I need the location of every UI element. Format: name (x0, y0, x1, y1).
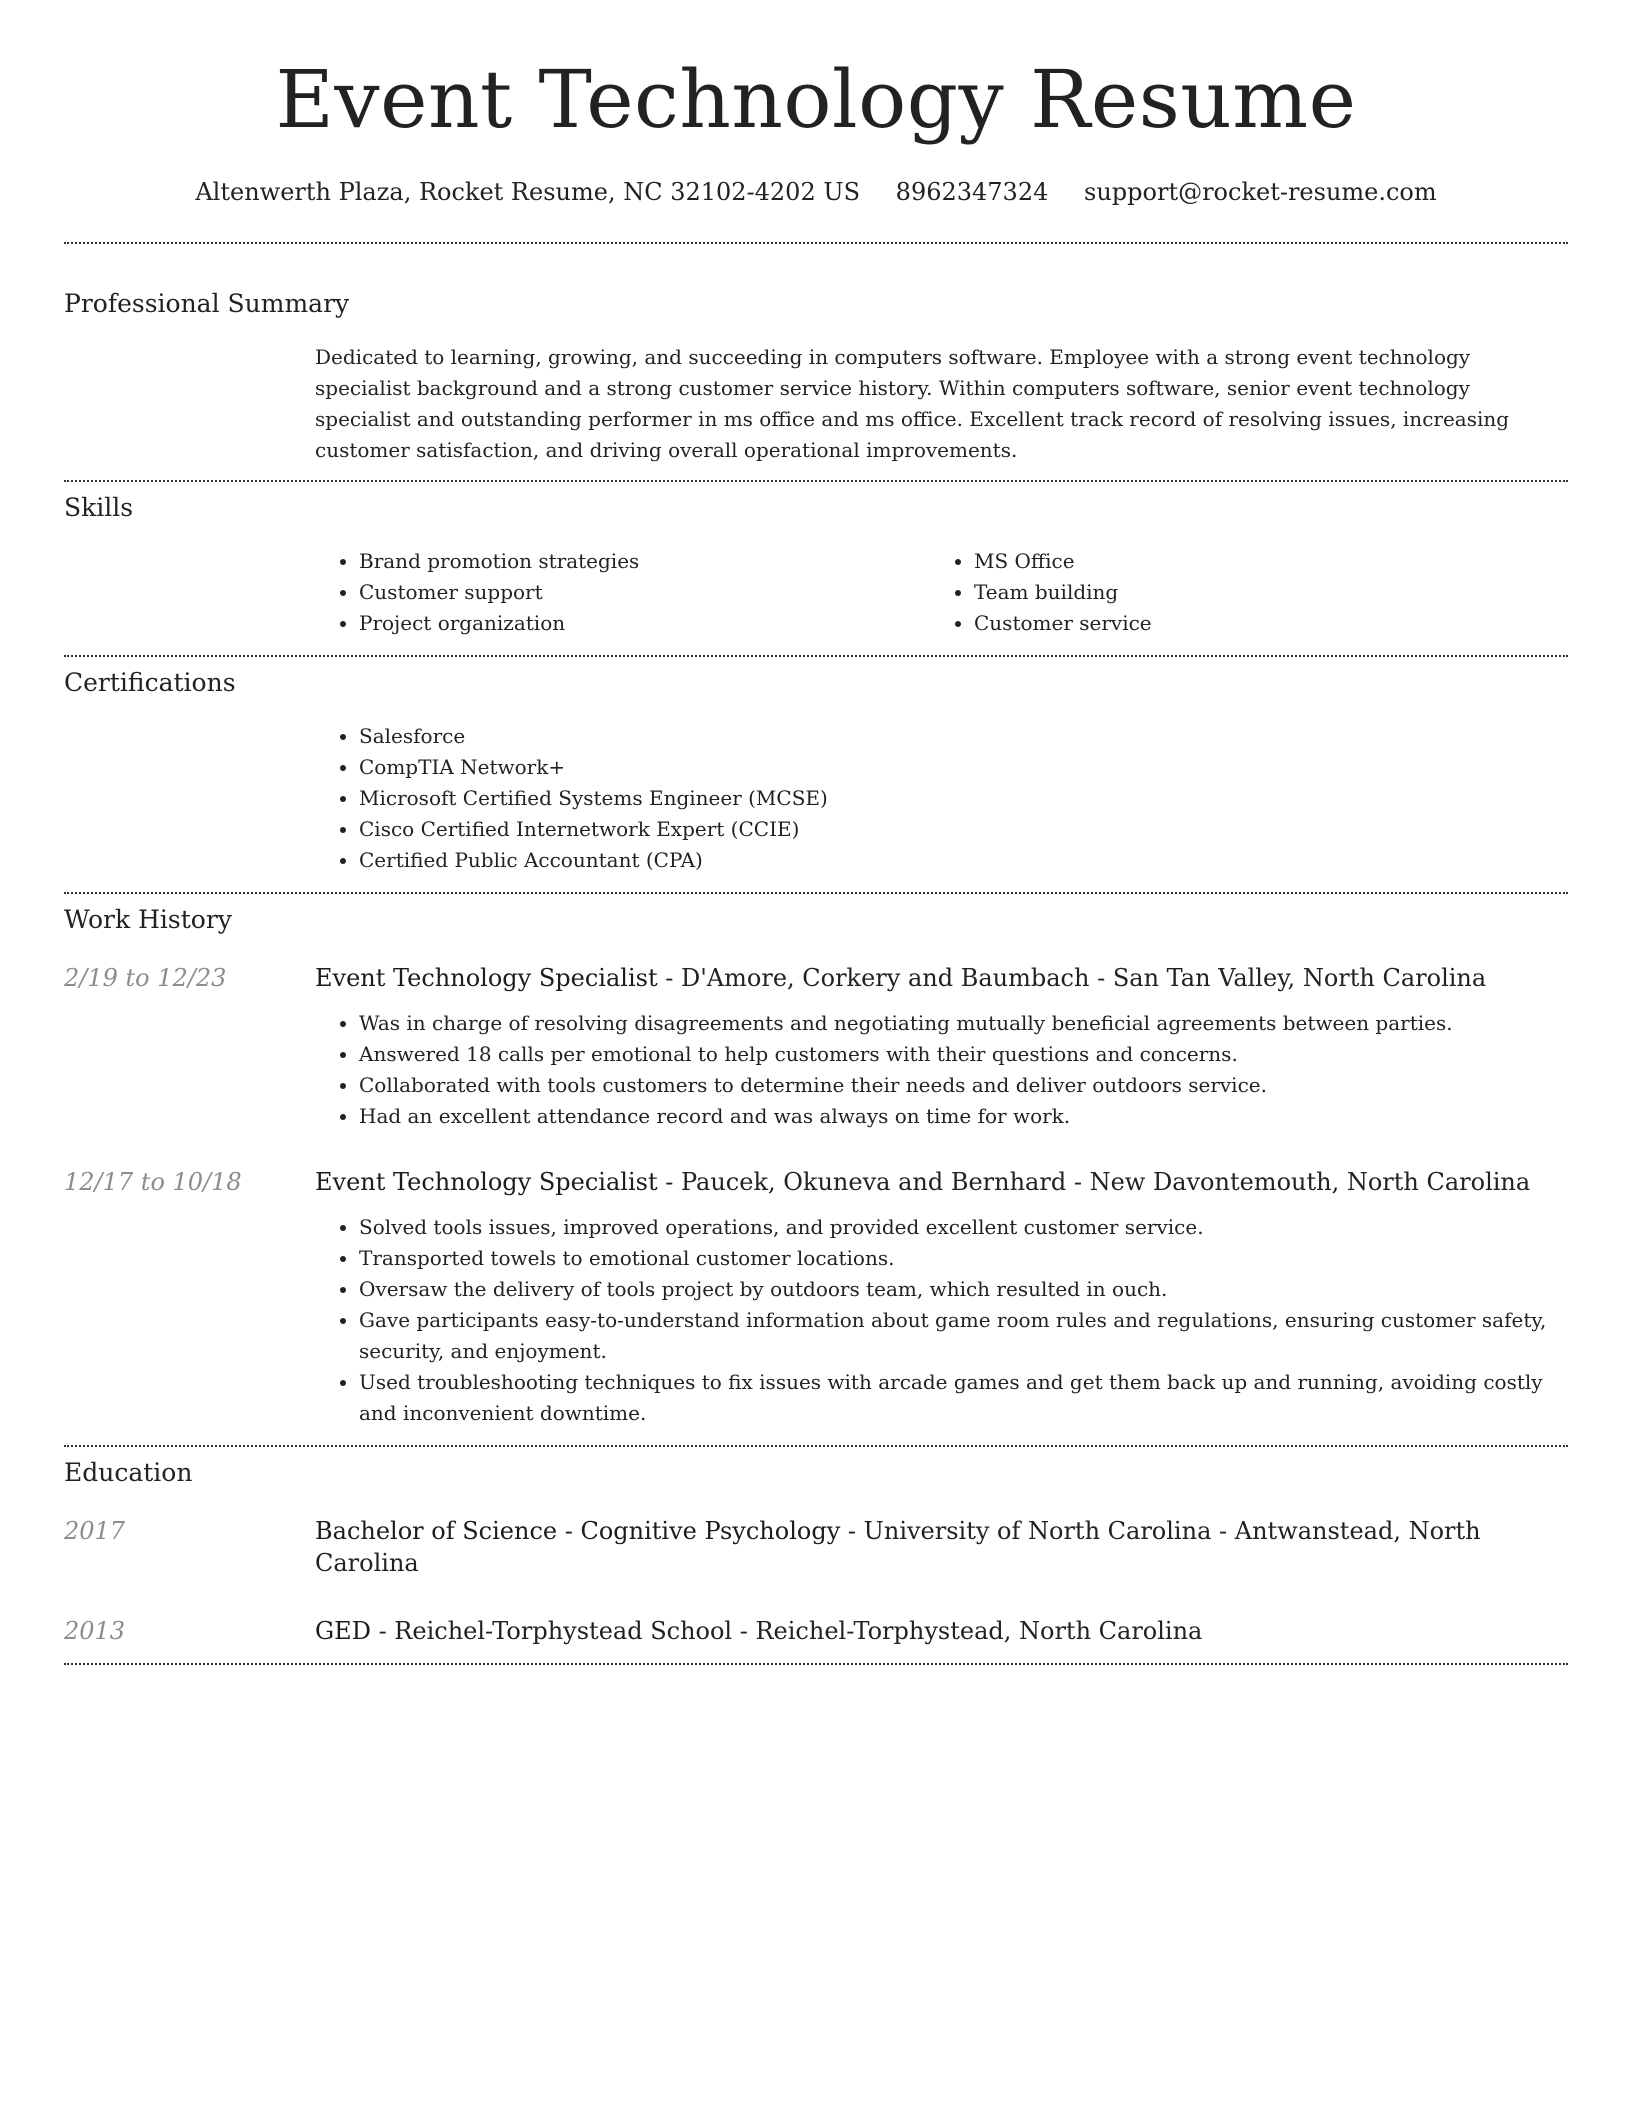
certifications-content (315, 721, 1568, 876)
job-header (64, 1166, 1568, 1198)
skills-column-right (930, 546, 1545, 639)
list-item: • Customer support (359, 577, 930, 608)
certifications-list (315, 721, 1568, 876)
list-item: • Project organization (359, 608, 930, 639)
summary-text: Dedicated to learning, growing, and succeeding in computers software. Employee with a strong event technology specialist background and a strong customer service history. Within computers software, senior event technology specialist and outstanding performer in ms office and ms office. Excellent track record of resolving issues, increasing customer satisfaction, and driving overall operational improvements. (315, 345, 1510, 462)
job-dates: 2/19 to 12/23 (64, 964, 227, 992)
job-role-line (315, 962, 1486, 994)
education-entry (64, 1515, 1568, 1579)
list-item: • Used troubleshooting techniques to fix issues with arcade games and get them back up and running, avoiding costly and inconvenient downtime. (359, 1367, 1568, 1429)
summary-content (315, 342, 1568, 466)
list-item: • Collaborated with tools customers to determine their needs and deliver outdoors service. (359, 1070, 1568, 1101)
email[interactable]: support@rocket-resume.com (1084, 178, 1437, 206)
list-item: • Microsoft Certified Systems Engineer (MCSE) (359, 783, 1568, 814)
education-year: 2013 (64, 1617, 126, 1645)
education-details: - University of North Carolina - Antwanstead, North Carolina (315, 1517, 1481, 1577)
list-item: • Certified Public Accountant (CPA) (359, 845, 1568, 876)
skills-list-right (930, 546, 1545, 639)
education-degree: Bachelor of Science - Cognitive Psychology (315, 1517, 841, 1545)
job-title: Event Technology Specialist (315, 964, 658, 992)
job-entry (64, 962, 1568, 1132)
education-line (315, 1615, 1202, 1647)
list-item: • Solved tools issues, improved operations, and provided excellent customer service. (359, 1212, 1568, 1243)
education-heading: Education (64, 1458, 193, 1487)
phone: 8962347324 (895, 178, 1049, 206)
list-item: • Transported towels to emotional customer locations. (359, 1243, 1568, 1274)
certifications-heading: Certifications (64, 668, 236, 697)
job-bullet-list (315, 1212, 1568, 1429)
list-item: • MS Office (974, 546, 1545, 577)
education-entry (64, 1615, 1568, 1647)
skills-section (64, 482, 1568, 655)
education-section (64, 1447, 1568, 1663)
education-degree: GED (315, 1617, 371, 1645)
certifications-section (64, 657, 1568, 892)
skills-column-left (315, 546, 930, 639)
job-entry (64, 1166, 1568, 1429)
skills-list-left (315, 546, 930, 639)
list-item: • Answered 18 calls per emotional to help customers with their questions and concerns. (359, 1039, 1568, 1070)
job-bullets (315, 1008, 1568, 1132)
job-bullet-list (315, 1008, 1568, 1132)
skills-heading: Skills (64, 493, 134, 522)
list-item: • Had an excellent attendance record and was always on time for work. (359, 1101, 1568, 1132)
job-details: - Paucek, Okuneva and Bernhard - New Davontemouth, North Carolina (657, 1168, 1531, 1196)
resume-page (64, 0, 1568, 1665)
list-item: • Brand promotion strategies (359, 546, 930, 577)
job-title: Event Technology Specialist (315, 1168, 658, 1196)
list-item: • Cisco Certified Internetwork Expert (CCIE) (359, 814, 1568, 845)
list-item: • Customer service (974, 608, 1545, 639)
list-item: • CompTIA Network+ (359, 752, 1568, 783)
list-item: • Gave participants easy-to-understand information about game room rules and regulations, ensuring customer safety, security, and enjoyment. (359, 1305, 1568, 1367)
job-header (64, 962, 1568, 994)
summary-section (64, 244, 1568, 480)
education-details: - Reichel-Torphystead School - Reichel-Torphystead, North Carolina (370, 1617, 1203, 1645)
resume-title: Event Technology Resume (275, 53, 1357, 146)
divider (64, 1663, 1568, 1665)
address: Altenwerth Plaza, Rocket Resume, NC 32102-4202 US (195, 178, 861, 206)
contact-line (64, 176, 1568, 208)
work-section (64, 894, 1568, 1445)
list-item: • Was in charge of resolving disagreements and negotiating mutually beneficial agreements between parties. (359, 1008, 1568, 1039)
job-details: - D'Amore, Corkery and Baumbach - San Tan Valley, North Carolina (657, 964, 1487, 992)
education-line (315, 1515, 1568, 1579)
work-heading: Work History (64, 905, 232, 934)
job-dates: 12/17 to 10/18 (64, 1168, 242, 1196)
skills-grid (315, 546, 1568, 639)
list-item: • Team building (974, 577, 1545, 608)
education-year: 2017 (64, 1517, 126, 1545)
job-bullets (315, 1212, 1568, 1429)
list-item: • Salesforce (359, 721, 1568, 752)
job-role-line (315, 1166, 1530, 1198)
list-item: • Oversaw the delivery of tools project by outdoors team, which resulted in ouch. (359, 1274, 1568, 1305)
summary-heading: Professional Summary (64, 289, 350, 318)
